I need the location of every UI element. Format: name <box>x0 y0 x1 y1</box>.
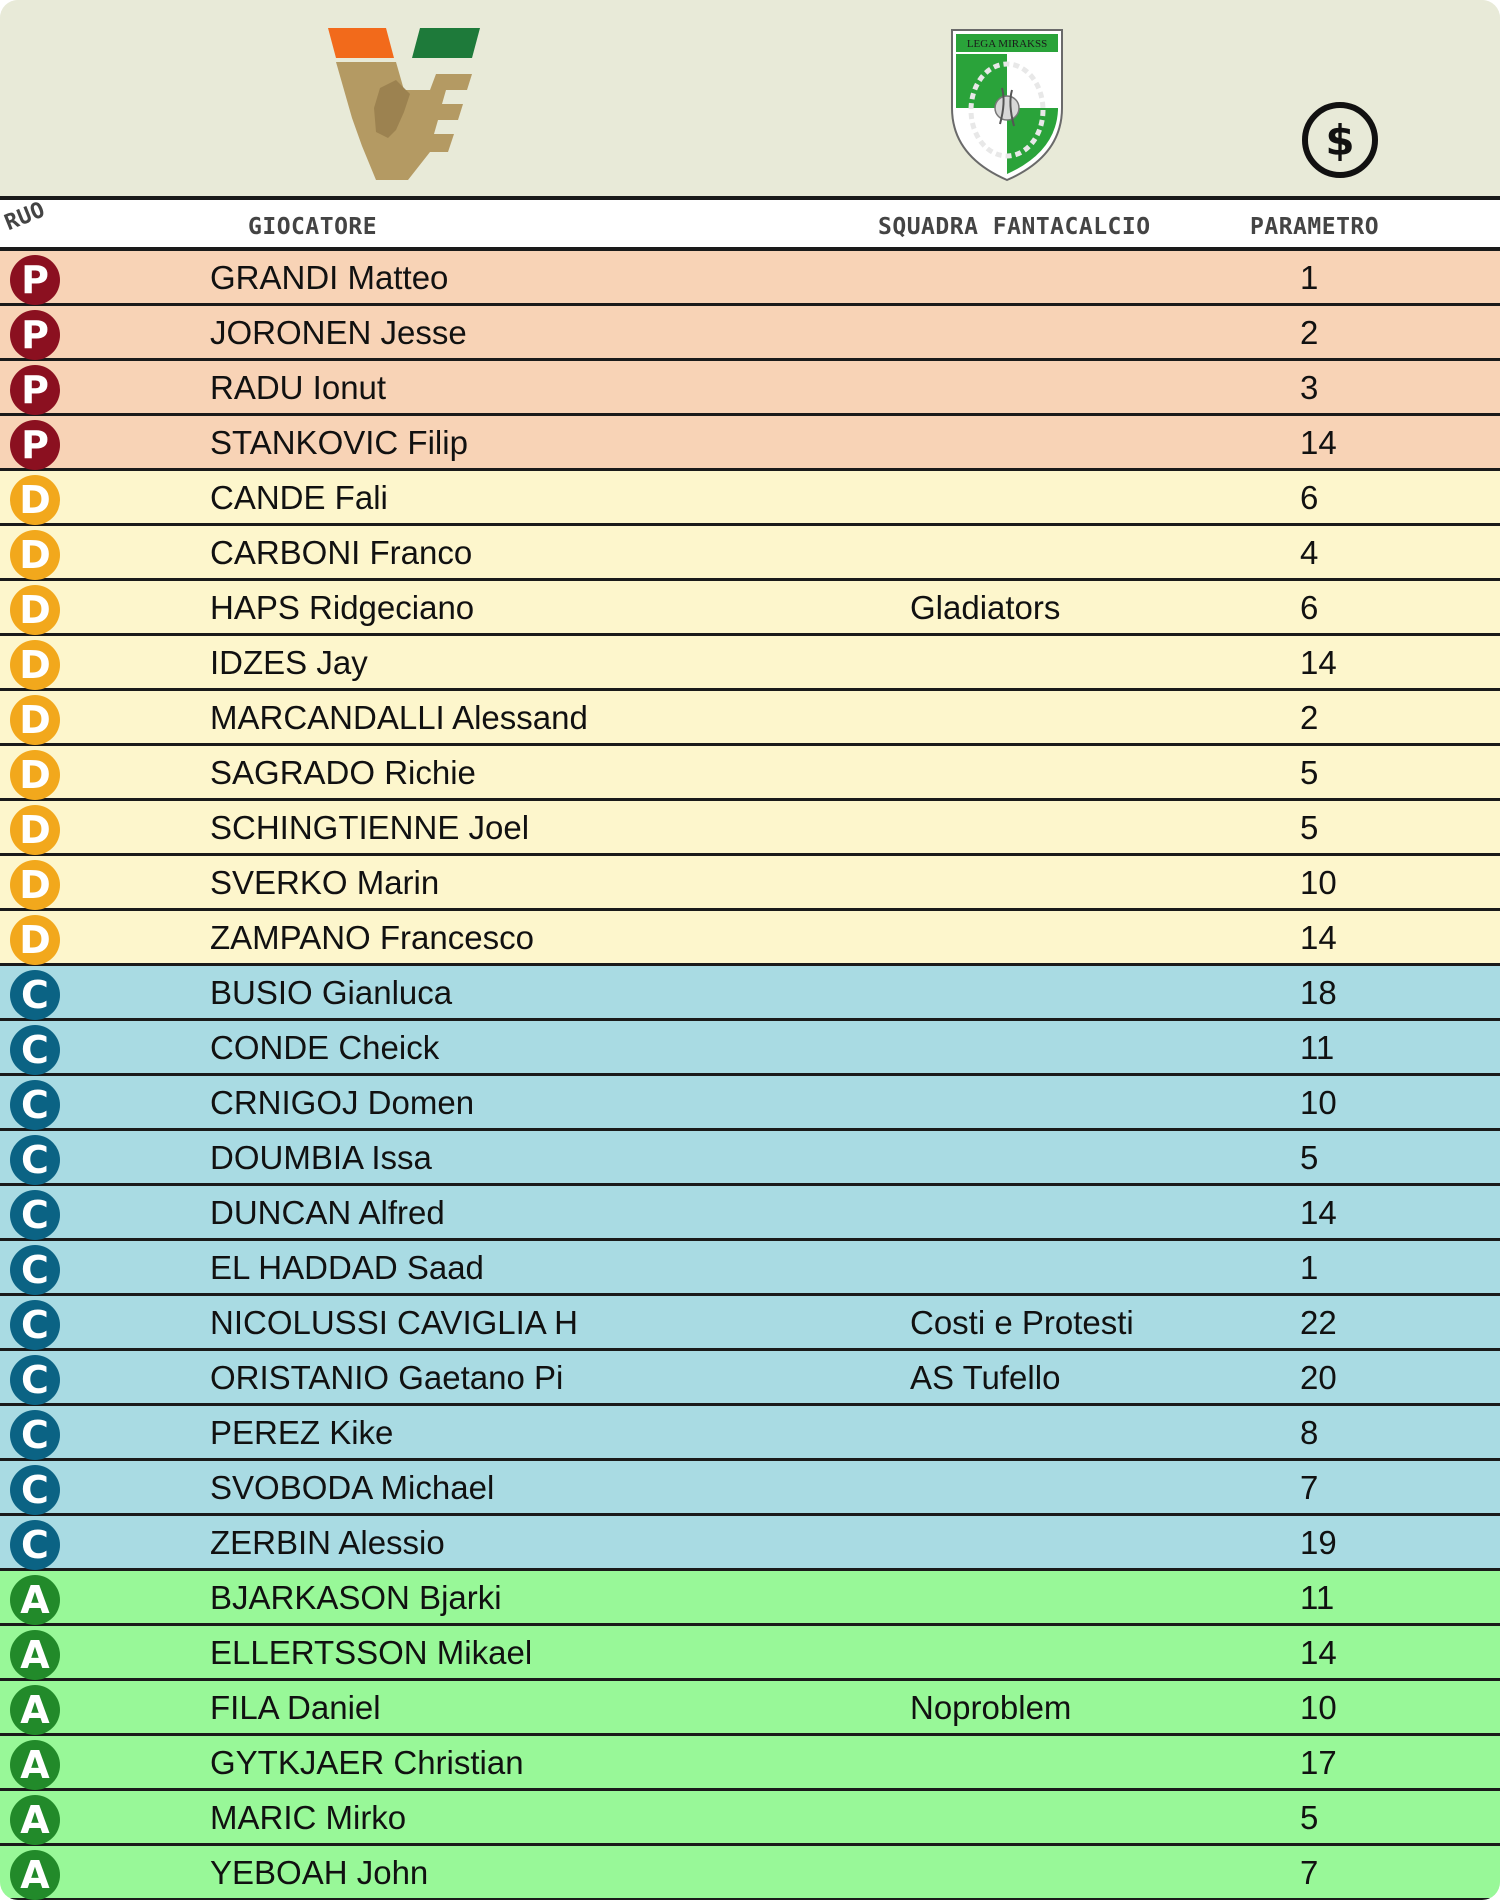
role-badge: D <box>10 805 60 855</box>
role-badge: C <box>10 1245 60 1295</box>
svg-text:LEGA MIRAKSS: LEGA MIRAKSS <box>966 38 1048 50</box>
player-name: JORONEN Jesse <box>210 314 467 351</box>
parameter-value: 5 <box>1300 1799 1319 1836</box>
player-name: SVOBODA Michael <box>210 1469 495 1506</box>
parameter-value: 4 <box>1300 534 1319 571</box>
role-badge: C <box>10 1410 60 1460</box>
table-row <box>0 306 1500 361</box>
table-row <box>0 1571 1500 1626</box>
table-row <box>0 1351 1500 1406</box>
role-badge: C <box>10 1300 60 1350</box>
role-badge: C <box>10 1465 60 1515</box>
parameter-value: 14 <box>1300 424 1337 461</box>
fanta-team: AS Tufello <box>910 1359 1061 1396</box>
player-name: PEREZ Kike <box>210 1414 394 1451</box>
role-badge: A <box>10 1740 60 1790</box>
player-name: EL HADDAD Saad <box>210 1249 484 1286</box>
player-name: CARBONI Franco <box>210 534 473 571</box>
table-row <box>0 966 1500 1021</box>
player-name: YEBOAH John <box>210 1854 429 1891</box>
parameter-value: 14 <box>1300 1194 1337 1231</box>
header-role: RUO <box>1 197 49 237</box>
parameter-value: 20 <box>1300 1359 1337 1396</box>
column-header <box>0 196 1500 251</box>
parameter-value: 10 <box>1300 1084 1337 1121</box>
parameter-value: 8 <box>1300 1414 1319 1451</box>
table-row <box>0 251 1500 306</box>
table-row <box>0 1791 1500 1846</box>
table-row <box>0 581 1500 636</box>
player-name: GYTKJAER Christian <box>210 1744 524 1781</box>
role-badge: D <box>10 915 60 965</box>
role-badge: D <box>10 750 60 800</box>
parameter-value: 19 <box>1300 1524 1337 1561</box>
table-row <box>0 746 1500 801</box>
role-badge: C <box>10 1080 60 1130</box>
role-badge: D <box>10 640 60 690</box>
role-badge: A <box>10 1630 60 1680</box>
player-name: BJARKASON Bjarki <box>210 1579 502 1616</box>
player-name: ELLERTSSON Mikael <box>210 1634 533 1671</box>
table-row <box>0 1021 1500 1076</box>
role-badge: A <box>10 1795 60 1845</box>
table-row <box>0 1296 1500 1351</box>
parameter-value: 5 <box>1300 809 1319 846</box>
role-badge: C <box>10 1190 60 1240</box>
parameter-value: 17 <box>1300 1744 1337 1781</box>
player-name: CRNIGOJ Domen <box>210 1084 475 1121</box>
player-name: DUNCAN Alfred <box>210 1194 445 1231</box>
role-badge: C <box>10 1135 60 1185</box>
role-badge: A <box>10 1850 60 1900</box>
player-name: IDZES Jay <box>210 644 368 681</box>
parameter-value: 18 <box>1300 974 1337 1011</box>
role-badge: P <box>10 255 60 305</box>
parameter-value: 11 <box>1300 1029 1335 1066</box>
role-badge: C <box>10 1355 60 1405</box>
table-row <box>0 856 1500 911</box>
role-badge: P <box>10 365 60 415</box>
player-name: SCHINGTIENNE Joel <box>210 809 530 846</box>
table-row <box>0 801 1500 856</box>
player-name: SAGRADO Richie <box>210 754 476 791</box>
role-badge: C <box>10 1520 60 1570</box>
role-badge: D <box>10 860 60 910</box>
player-name: FILA Daniel <box>210 1689 381 1726</box>
parameter-value: 22 <box>1300 1304 1337 1341</box>
role-badge: D <box>10 475 60 525</box>
table-row <box>0 526 1500 581</box>
fanta-team: Noproblem <box>910 1689 1072 1726</box>
header-player: GIOCATORE <box>248 214 378 240</box>
parameter-value: 2 <box>1300 314 1319 351</box>
parameter-value: 1 <box>1300 1249 1319 1286</box>
parameter-value: 7 <box>1300 1469 1319 1506</box>
parameter-value: 14 <box>1300 1634 1337 1671</box>
role-badge: D <box>10 530 60 580</box>
parameter-value: 2 <box>1300 699 1319 736</box>
table-row <box>0 1131 1500 1186</box>
role-badge: P <box>10 420 60 470</box>
table-row <box>0 361 1500 416</box>
table-row <box>0 1186 1500 1241</box>
player-name: ZERBIN Alessio <box>210 1524 445 1561</box>
table-row <box>0 471 1500 526</box>
parameter-value: 1 <box>1300 259 1319 296</box>
role-badge: A <box>10 1685 60 1735</box>
player-name: GRANDI Matteo <box>210 259 449 296</box>
table-row <box>0 1846 1500 1900</box>
parameter-value: 14 <box>1300 644 1337 681</box>
table-row <box>0 1461 1500 1516</box>
parameter-value: 6 <box>1300 589 1319 626</box>
player-name: DOUMBIA Issa <box>210 1139 432 1176</box>
fanta-team: Gladiators <box>910 589 1061 626</box>
parameter-value: 10 <box>1300 1689 1337 1726</box>
table-row <box>0 1736 1500 1791</box>
fanta-team: Costi e Protesti <box>910 1304 1134 1341</box>
player-name: HAPS Ridgeciano <box>210 589 475 626</box>
parameter-value: 7 <box>1300 1854 1319 1891</box>
role-badge: D <box>10 585 60 635</box>
header-banner <box>0 0 1500 196</box>
table-row <box>0 911 1500 966</box>
player-name: STANKOVIC Filip <box>210 424 468 461</box>
parameter-value: 11 <box>1300 1579 1335 1616</box>
header-parameter: PARAMETRO <box>1250 214 1380 240</box>
role-badge: D <box>10 695 60 745</box>
parameter-value: 14 <box>1300 919 1337 956</box>
player-name: MARCANDALLI Alessand <box>210 699 588 736</box>
table-row <box>0 636 1500 691</box>
table-row <box>0 1241 1500 1296</box>
role-badge: C <box>10 970 60 1020</box>
player-name: RADU Ionut <box>210 369 387 406</box>
player-name: CANDE Fali <box>210 479 388 516</box>
player-name: ORISTANIO Gaetano Pi <box>210 1359 564 1396</box>
table-row <box>0 1406 1500 1461</box>
table-row <box>0 1516 1500 1571</box>
table-row <box>0 416 1500 471</box>
role-badge: C <box>10 1025 60 1075</box>
parameter-value: 5 <box>1300 1139 1319 1176</box>
table-row <box>0 1076 1500 1131</box>
parameter-value: 10 <box>1300 864 1337 901</box>
player-name: MARIC Mirko <box>210 1799 407 1836</box>
role-badge: A <box>10 1575 60 1625</box>
player-name: BUSIO Gianluca <box>210 974 453 1011</box>
player-name: NICOLUSSI CAVIGLIA H <box>210 1304 578 1341</box>
club-crest-logo <box>326 28 480 182</box>
svg-text:$: $ <box>1325 116 1355 165</box>
table-row <box>0 1681 1500 1736</box>
parameter-value: 5 <box>1300 754 1319 791</box>
player-name: SVERKO Marin <box>210 864 440 901</box>
parameter-value: 6 <box>1300 479 1319 516</box>
player-list <box>0 251 1500 1900</box>
money-coin-icon <box>1300 100 1380 180</box>
role-badge: P <box>10 310 60 360</box>
table-row <box>0 691 1500 746</box>
player-name: CONDE Cheick <box>210 1029 440 1066</box>
table-row <box>0 1626 1500 1681</box>
parameter-value: 3 <box>1300 369 1319 406</box>
league-shield-logo <box>948 28 1066 182</box>
header-fanta-team: SQUADRA FANTACALCIO <box>878 214 1151 240</box>
player-name: ZAMPANO Francesco <box>210 919 534 956</box>
